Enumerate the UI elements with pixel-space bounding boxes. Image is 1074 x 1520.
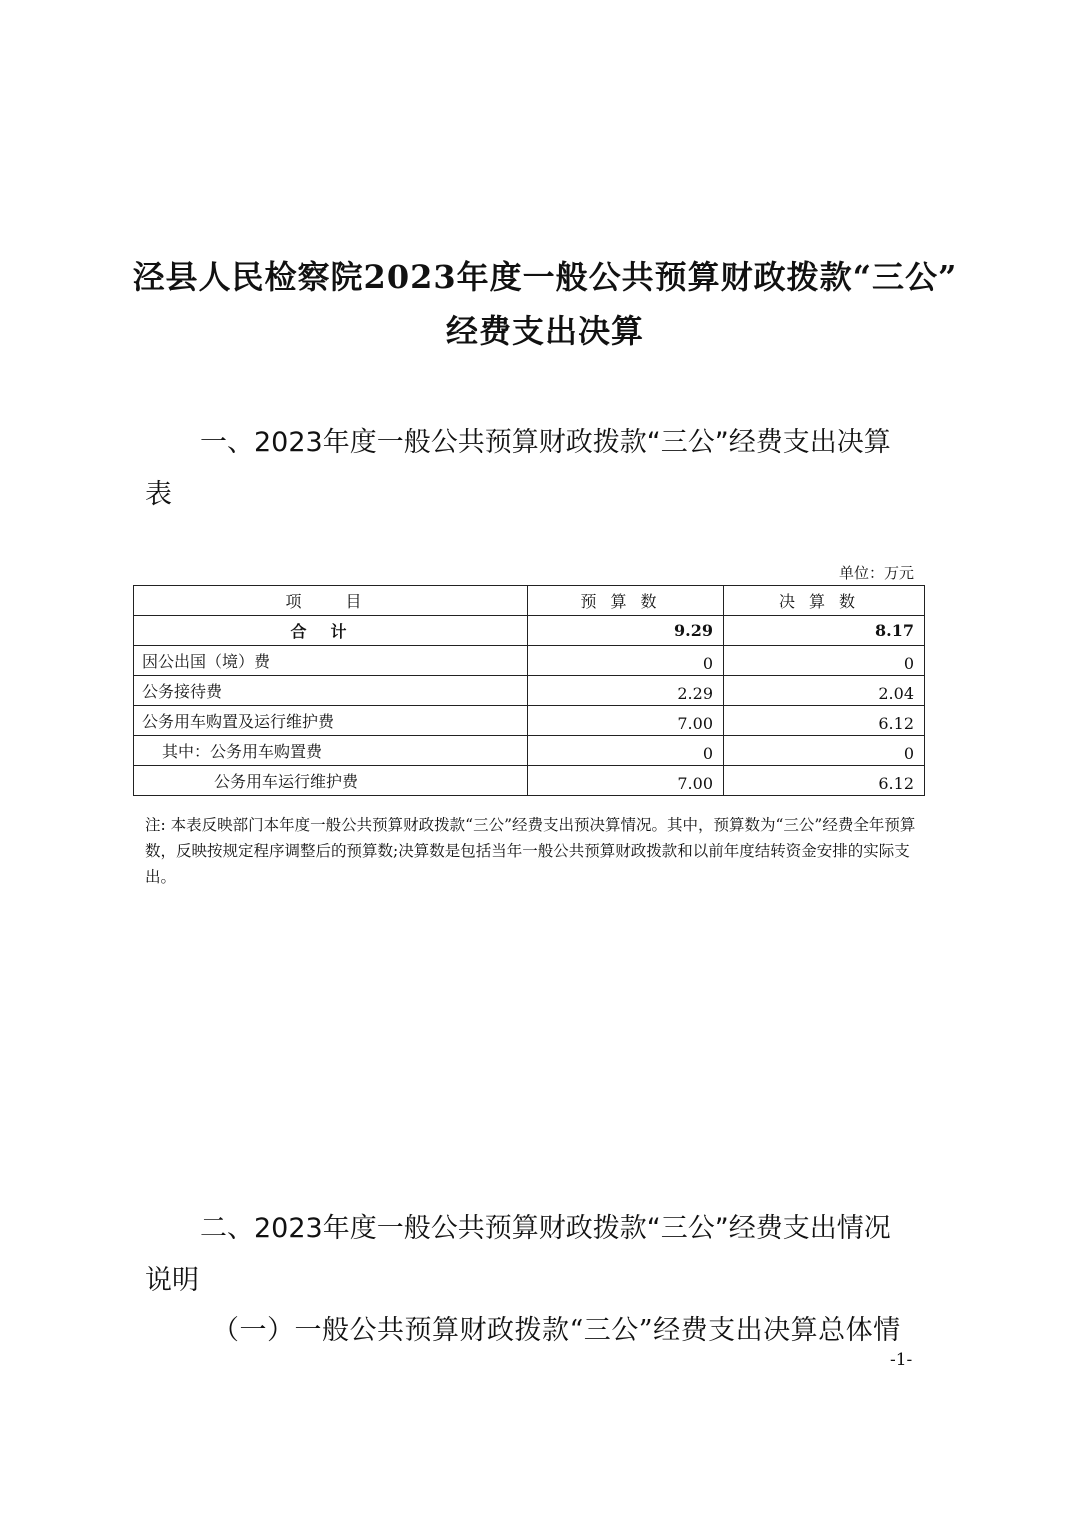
row-actual: 6.12 <box>724 766 925 796</box>
table-row <box>134 676 925 706</box>
row-actual: 6.12 <box>724 706 925 736</box>
row-item: 合计 <box>134 616 528 646</box>
header-item: 项 目 <box>134 586 528 616</box>
row-budget: 2.29 <box>528 676 724 706</box>
three-public-expenses-table <box>133 585 925 796</box>
header-budget: 预算数 <box>528 586 724 616</box>
row-item: 公务用车购置及运行维护费 <box>134 706 528 736</box>
page-number: -1- <box>890 1350 913 1370</box>
row-item: 公务用车运行维护费 <box>134 766 528 796</box>
table-row <box>134 706 925 736</box>
section-2-heading-continued: 说明 <box>145 1265 199 1296</box>
table-row-total <box>134 616 925 646</box>
row-budget: 0 <box>528 736 724 766</box>
row-actual: 0 <box>724 736 925 766</box>
row-budget: 7.00 <box>528 766 724 796</box>
section-1-heading-continued: 表 <box>145 479 172 510</box>
section-1-heading: 一、2023年度一般公共预算财政拨款“三公”经费支出决算 <box>200 427 891 458</box>
table-row <box>134 646 925 676</box>
table-note: 注: 本表反映部门本年度一般公共预算财政拨款“三公”经费支出预决算情况。其中，预算数为“三公”经费全年预算数，反映按规定程序调整后的预算数;决算数是包括当年一般公共预算财政拨款和以前年度结转资金安排的实际支出。 <box>145 816 916 886</box>
subsection-1-heading: （一）一般公共预算财政拨款“三公”经费支出决算总体情 <box>212 1315 901 1346</box>
table-row <box>134 736 925 766</box>
section-2-heading: 二、2023年度一般公共预算财政拨款“三公”经费支出情况 <box>200 1213 891 1244</box>
document-title-line-2: 经费支出决算 <box>445 312 644 350</box>
row-budget: 9.29 <box>528 616 724 646</box>
row-budget: 7.00 <box>528 706 724 736</box>
row-actual: 0 <box>724 646 925 676</box>
row-actual: 8.17 <box>724 616 925 646</box>
row-item: 其中：公务用车购置费 <box>134 736 528 766</box>
table-row <box>134 766 925 796</box>
table-header-row <box>134 586 925 616</box>
row-actual: 2.04 <box>724 676 925 706</box>
header-actual: 决算数 <box>724 586 925 616</box>
row-budget: 0 <box>528 646 724 676</box>
document-title-line-1: 泾县人民检察院2023年度一般公共预算财政拨款“三公” <box>132 258 958 296</box>
unit-label: 单位：万元 <box>838 564 914 582</box>
row-item: 公务接待费 <box>134 676 528 706</box>
row-item: 因公出国（境）费 <box>134 646 528 676</box>
